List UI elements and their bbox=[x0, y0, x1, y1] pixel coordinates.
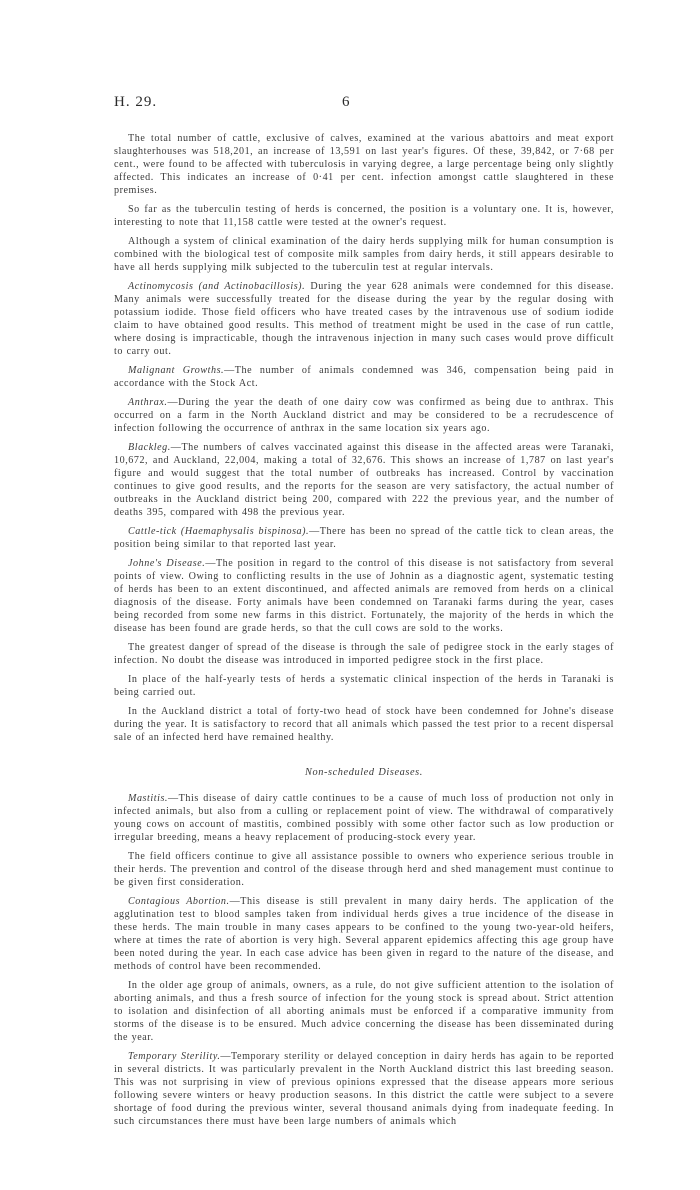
paragraph-text: So far as the tuberculin testing of herds is concerned, the position is a voluntary one. It is, however, interesting to note that 11,158 cattle were tested at the owner's request. bbox=[114, 204, 614, 228]
paragraph-text: —Temporary sterility or delayed conception in dairy herds has again to be reported in several districts. It was particularly prevalent in the North Auckland district this last breeding season. This was not surprising in view of previous opinions expressed that the disease appears more serious following severe winters or heavy production seasons. In this district the cattle were subject to a severe shortage of food during the previous winter, several thousand animals dying from inadequate feeding. In such circumstances there must have been large numbers of animals which bbox=[114, 1051, 614, 1127]
paragraph-text: The total number of cattle, exclusive of calves, examined at the various abattoirs and meat export slaughterhouses was 518,201, an increase of 13,591 on last year's figures. Of these, 39,842, or 7·68 per cent., were found to be affected with tuberculosis in varying degree, a large percentage being only slightly affected. This indicates an increase of 0·41 per cent. infection amongst cattle slaughtered in these premises. bbox=[114, 133, 614, 196]
paragraph-lead: Cattle-tick (Haemaphysalis bispinosa). bbox=[128, 526, 310, 537]
paragraph-text: The greatest danger of spread of the disease is through the sale of pedigree stock in the early stages of infection. No doubt the disease was introduced in imported pedigree stock in the first place. bbox=[114, 642, 614, 666]
document-body bbox=[114, 132, 614, 1128]
paragraph-johnes-disease bbox=[114, 557, 614, 635]
page-number: 6 bbox=[342, 94, 351, 110]
paragraph-text: —During the year the death of one dairy cow was confirmed as being due to anthrax. This occurred on a farm in the North Auckland district and may be considered to be a recrudescence of infection following the occurrence of anthrax in the same location six years ago. bbox=[114, 397, 614, 434]
page-header bbox=[114, 94, 614, 114]
paragraph-johnes-spread bbox=[114, 641, 614, 667]
paragraph-text: —This disease is still prevalent in many dairy herds. The application of the agglutination test to blood samples taken from individual herds gives a true incidence of the disease in these herds. The main trouble in many cases appears to be confined to the young two-year-old heifers, where at times the rate of abortion is very high. Several apparent epidemics affecting this age group have been noted during the year. In each case advice has been given in regard to the nature of the disease, and methods of control have been recommended. bbox=[114, 896, 614, 972]
paper-code: H. 29. bbox=[114, 94, 158, 110]
paragraph-contagious-abortion bbox=[114, 895, 614, 973]
paragraph-lead: Malignant Growths. bbox=[128, 365, 225, 376]
section-heading: Non-scheduled Diseases. bbox=[305, 767, 423, 778]
paragraph-tuberculin-testing bbox=[114, 203, 614, 229]
paragraph-text: The field officers continue to give all assistance possible to owners who experience serious trouble in their herds. The prevention and control of the disease through herd and shed management must continue to be given first consideration. bbox=[114, 851, 614, 888]
paragraph-lead: Anthrax. bbox=[128, 397, 168, 408]
paragraph-lead: Temporary Sterility. bbox=[128, 1051, 221, 1062]
paragraph-text: In the older age group of animals, owners, as a rule, do not give sufficient attention to the isolation of aborting animals, and thus a fresh source of infection for the young stock is spread about. Strict attention to isolation and disinfection of all aborting animals must be enforced if a comparative immunity from storms of the disease is to be ensured. Much advice concerning the disease has been disseminated during the year. bbox=[114, 980, 614, 1043]
paragraph-lead: Blackleg. bbox=[128, 442, 171, 453]
paragraph-text: —The numbers of calves vaccinated against this disease in the affected areas were Taranaki, 10,672, and Auckland, 22,004, making a total of 32,676. This shows an increase of 1,787 on last year's figure and would suggest that the total number of outbreaks has increased. Control by vaccination continues to give good results, and the reports for the season are very satisfactory, the actual number of outbreaks in the Auckland district being 200, compared with 222 the previous year, and the number of deaths 395, compared with 498 the previous year. bbox=[114, 442, 614, 518]
paragraph-lead: Contagious Abortion. bbox=[128, 896, 230, 907]
paragraph-text: In the Auckland district a total of forty-two head of stock have been condemned for Johne's disease during the year. It is satisfactory to record that all animals which passed the test prior to a recent dispersal sale of an infected herd have remained healthy. bbox=[114, 706, 614, 743]
paragraph-mastitis bbox=[114, 792, 614, 844]
paragraph-text: In place of the half-yearly tests of herds a systematic clinical inspection of the herds in Taranaki is being carried out. bbox=[114, 674, 614, 698]
paragraph-mastitis-assistance bbox=[114, 850, 614, 889]
paragraph-anthrax bbox=[114, 396, 614, 435]
paragraph-text: —There has been no spread of the cattle tick to clean areas, the position being similar to that reported last year. bbox=[114, 526, 614, 550]
paragraph-johnes-inspection bbox=[114, 673, 614, 699]
paragraph-actinomycosis bbox=[114, 280, 614, 358]
paragraph-malignant-growths bbox=[114, 364, 614, 390]
paragraph-lead: Johne's Disease. bbox=[128, 558, 206, 569]
paragraph-cattle-tick bbox=[114, 525, 614, 551]
paragraph-blackleg bbox=[114, 441, 614, 519]
paragraph-text: Although a system of clinical examination of the dairy herds supplying milk for human consumption is combined with the biological test of composite milk samples from dairy herds, it still appears desirable to have all herds supplying milk subjected to the tuberculin test at regular intervals. bbox=[114, 236, 614, 273]
paragraph-johnes-auckland bbox=[114, 705, 614, 744]
paragraph-text: During the year 628 animals were condemned for this disease. Many animals were successfully treated for the disease during the year by the regular dosing with potassium iodide. Those field officers who have treated cases by the intravenous use of sodium iodide claim to have obtained good results. This method of treatment might be used in the case of run cattle, where dosing is impracticable, though the intravenous injection in many such cases would prove difficult to carry out. bbox=[114, 281, 614, 357]
paragraph-text: —The position in regard to the control of this disease is not satisfactory from several points of view. Owing to conflicting results in the use of Johnin as a diagnostic agent, systematic testing of herds has been to an extent discontinued, and affected animals are removed from herds on a clinical diagnosis of the disease. Forty animals have been condemned on Taranaki farms during the year, cases being recorded from some new farms in this district. Fortunately, the majority of the herds in which the disease has been found are grade herds, so that the cull cows are sold to the works. bbox=[114, 558, 615, 634]
paragraph-text: —This disease of dairy cattle continues to be a cause of much loss of production not only in infected animals, but also from a culling or replacement point of view. The withdrawal of comparatively young cows on account of mastitis, combined possibly with some other factor such as low production or irregular breeding, means a heavy replacement of producing-stock every year. bbox=[114, 793, 614, 843]
paragraph-tb-cattle-examined bbox=[114, 132, 614, 197]
paragraph-text: —The number of animals condemned was 346, compensation being paid in accordance with the Stock Act. bbox=[114, 365, 614, 389]
paragraph-abortion-isolation bbox=[114, 979, 614, 1044]
paragraph-lead: Actinomycosis (and Actinobacillosis). bbox=[128, 281, 306, 292]
paragraph-temporary-sterility bbox=[114, 1050, 614, 1128]
paragraph-milk-testing bbox=[114, 235, 614, 274]
paragraph-lead: Mastitis. bbox=[128, 793, 169, 804]
